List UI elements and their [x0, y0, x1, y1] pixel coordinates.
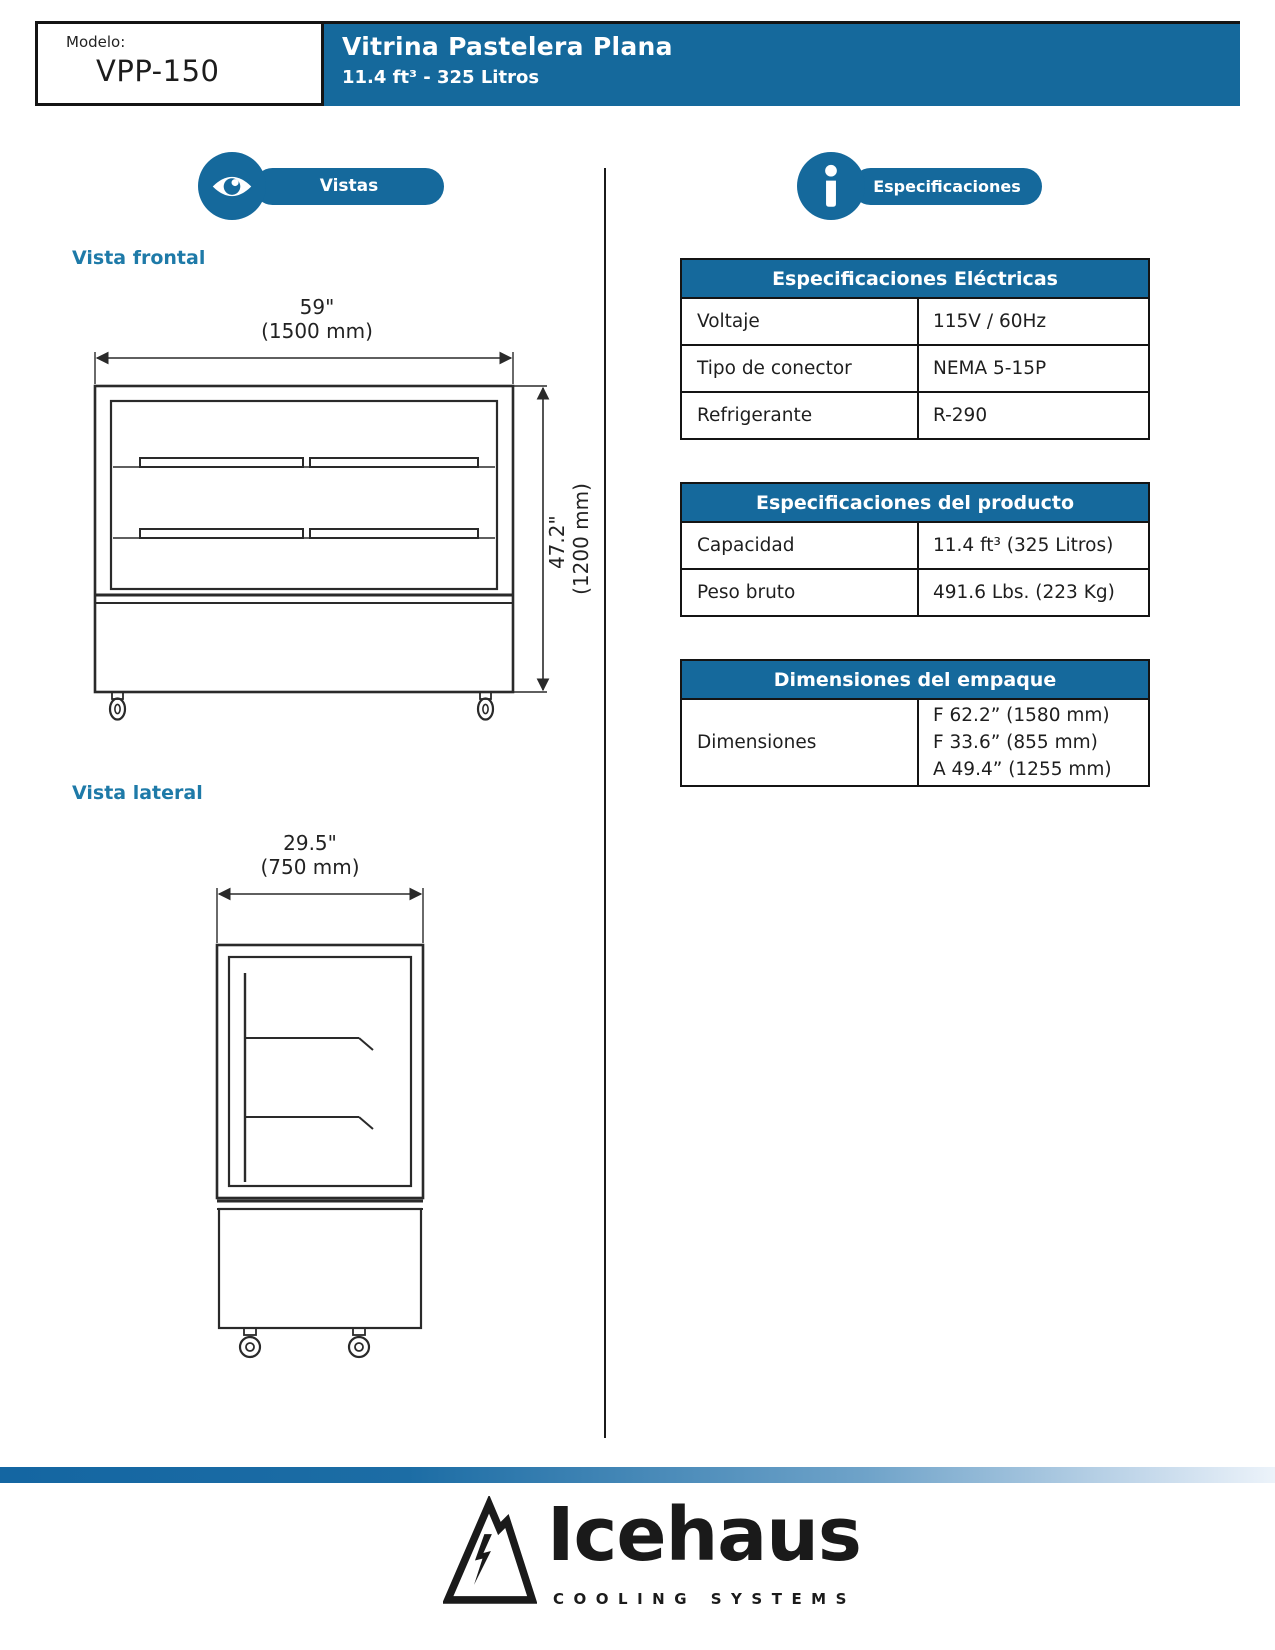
footer-accent-bar [0, 1467, 1275, 1483]
side-cabinet-outline [217, 945, 423, 1328]
side-view-drawing [183, 826, 458, 1376]
especificaciones-section-header: Especificaciones [852, 168, 1042, 205]
spec-value [918, 699, 1149, 786]
front-width-mm: (1500 mm) [261, 319, 373, 343]
side-width-inches: 29.5" [283, 831, 337, 855]
spec-label: Dimensiones [681, 699, 918, 786]
spec-value: 491.6 Lbs. (223 Kg) [918, 569, 1149, 616]
table-row [681, 699, 1149, 786]
info-icon [822, 164, 840, 208]
page-subtitle: 11.4 ft³ - 325 Litros [342, 67, 540, 88]
spec-value: 115V / 60Hz [918, 298, 1149, 345]
table-row [681, 345, 1149, 392]
page-title: Vitrina Pastelera Plana [342, 32, 673, 61]
spec-value: 11.4 ft³ (325 Litros) [918, 522, 1149, 569]
model-box [35, 21, 324, 106]
column-divider [604, 168, 606, 1438]
model-label: Modelo: [66, 33, 126, 51]
icehaus-mountain-icon [443, 1496, 537, 1608]
spec-value: R-290 [918, 392, 1149, 439]
table-row [681, 392, 1149, 439]
side-width-mm: (750 mm) [260, 855, 360, 879]
model-number: VPP-150 [96, 54, 220, 88]
vistas-section-header: Vistas [254, 168, 444, 205]
spec-tables [680, 258, 1148, 829]
packaging-dimensions-table [680, 659, 1150, 787]
side-casters [240, 1328, 369, 1357]
side-view-label: Vista lateral [72, 782, 203, 804]
spec-label: Peso bruto [681, 569, 918, 616]
front-cabinet-outline [95, 386, 513, 692]
spec-label: Refrigerante [681, 392, 918, 439]
packaging-dim-height: A 49.4” (1255 mm) [933, 759, 1112, 780]
table-row [681, 569, 1149, 616]
vistas-badge [198, 152, 266, 220]
table-row [681, 298, 1149, 345]
packaging-dim-front-length: F 62.2” (1580 mm) [933, 705, 1110, 726]
electrical-spec-table [680, 258, 1150, 440]
product-spec-table [680, 482, 1150, 617]
front-width-inches: 59" [299, 295, 335, 319]
product-table-title: Especificaciones del producto [681, 483, 1149, 522]
spec-label: Capacidad [681, 522, 918, 569]
front-casters [110, 692, 493, 720]
spec-label: Voltaje [681, 298, 918, 345]
table-row [681, 522, 1149, 569]
front-view-label: Vista frontal [72, 247, 206, 269]
electrical-table-title: Especificaciones Eléctricas [681, 259, 1149, 298]
front-view-drawing [70, 292, 600, 737]
packaging-dim-front-depth: F 33.6” (855 mm) [933, 732, 1098, 753]
front-height-dim-label: 47.2" (1200 mm) [545, 483, 593, 595]
brand-tagline: COOLING SYSTEMS [553, 1590, 856, 1608]
spec-label: Tipo de conector [681, 345, 918, 392]
especificaciones-badge [797, 152, 865, 220]
spec-value: NEMA 5-15P [918, 345, 1149, 392]
packaging-table-title: Dimensiones del empaque [681, 660, 1149, 699]
brand-wordmark: Icehaus [547, 1492, 861, 1578]
title-banner [324, 21, 1240, 106]
eye-icon [211, 173, 253, 200]
